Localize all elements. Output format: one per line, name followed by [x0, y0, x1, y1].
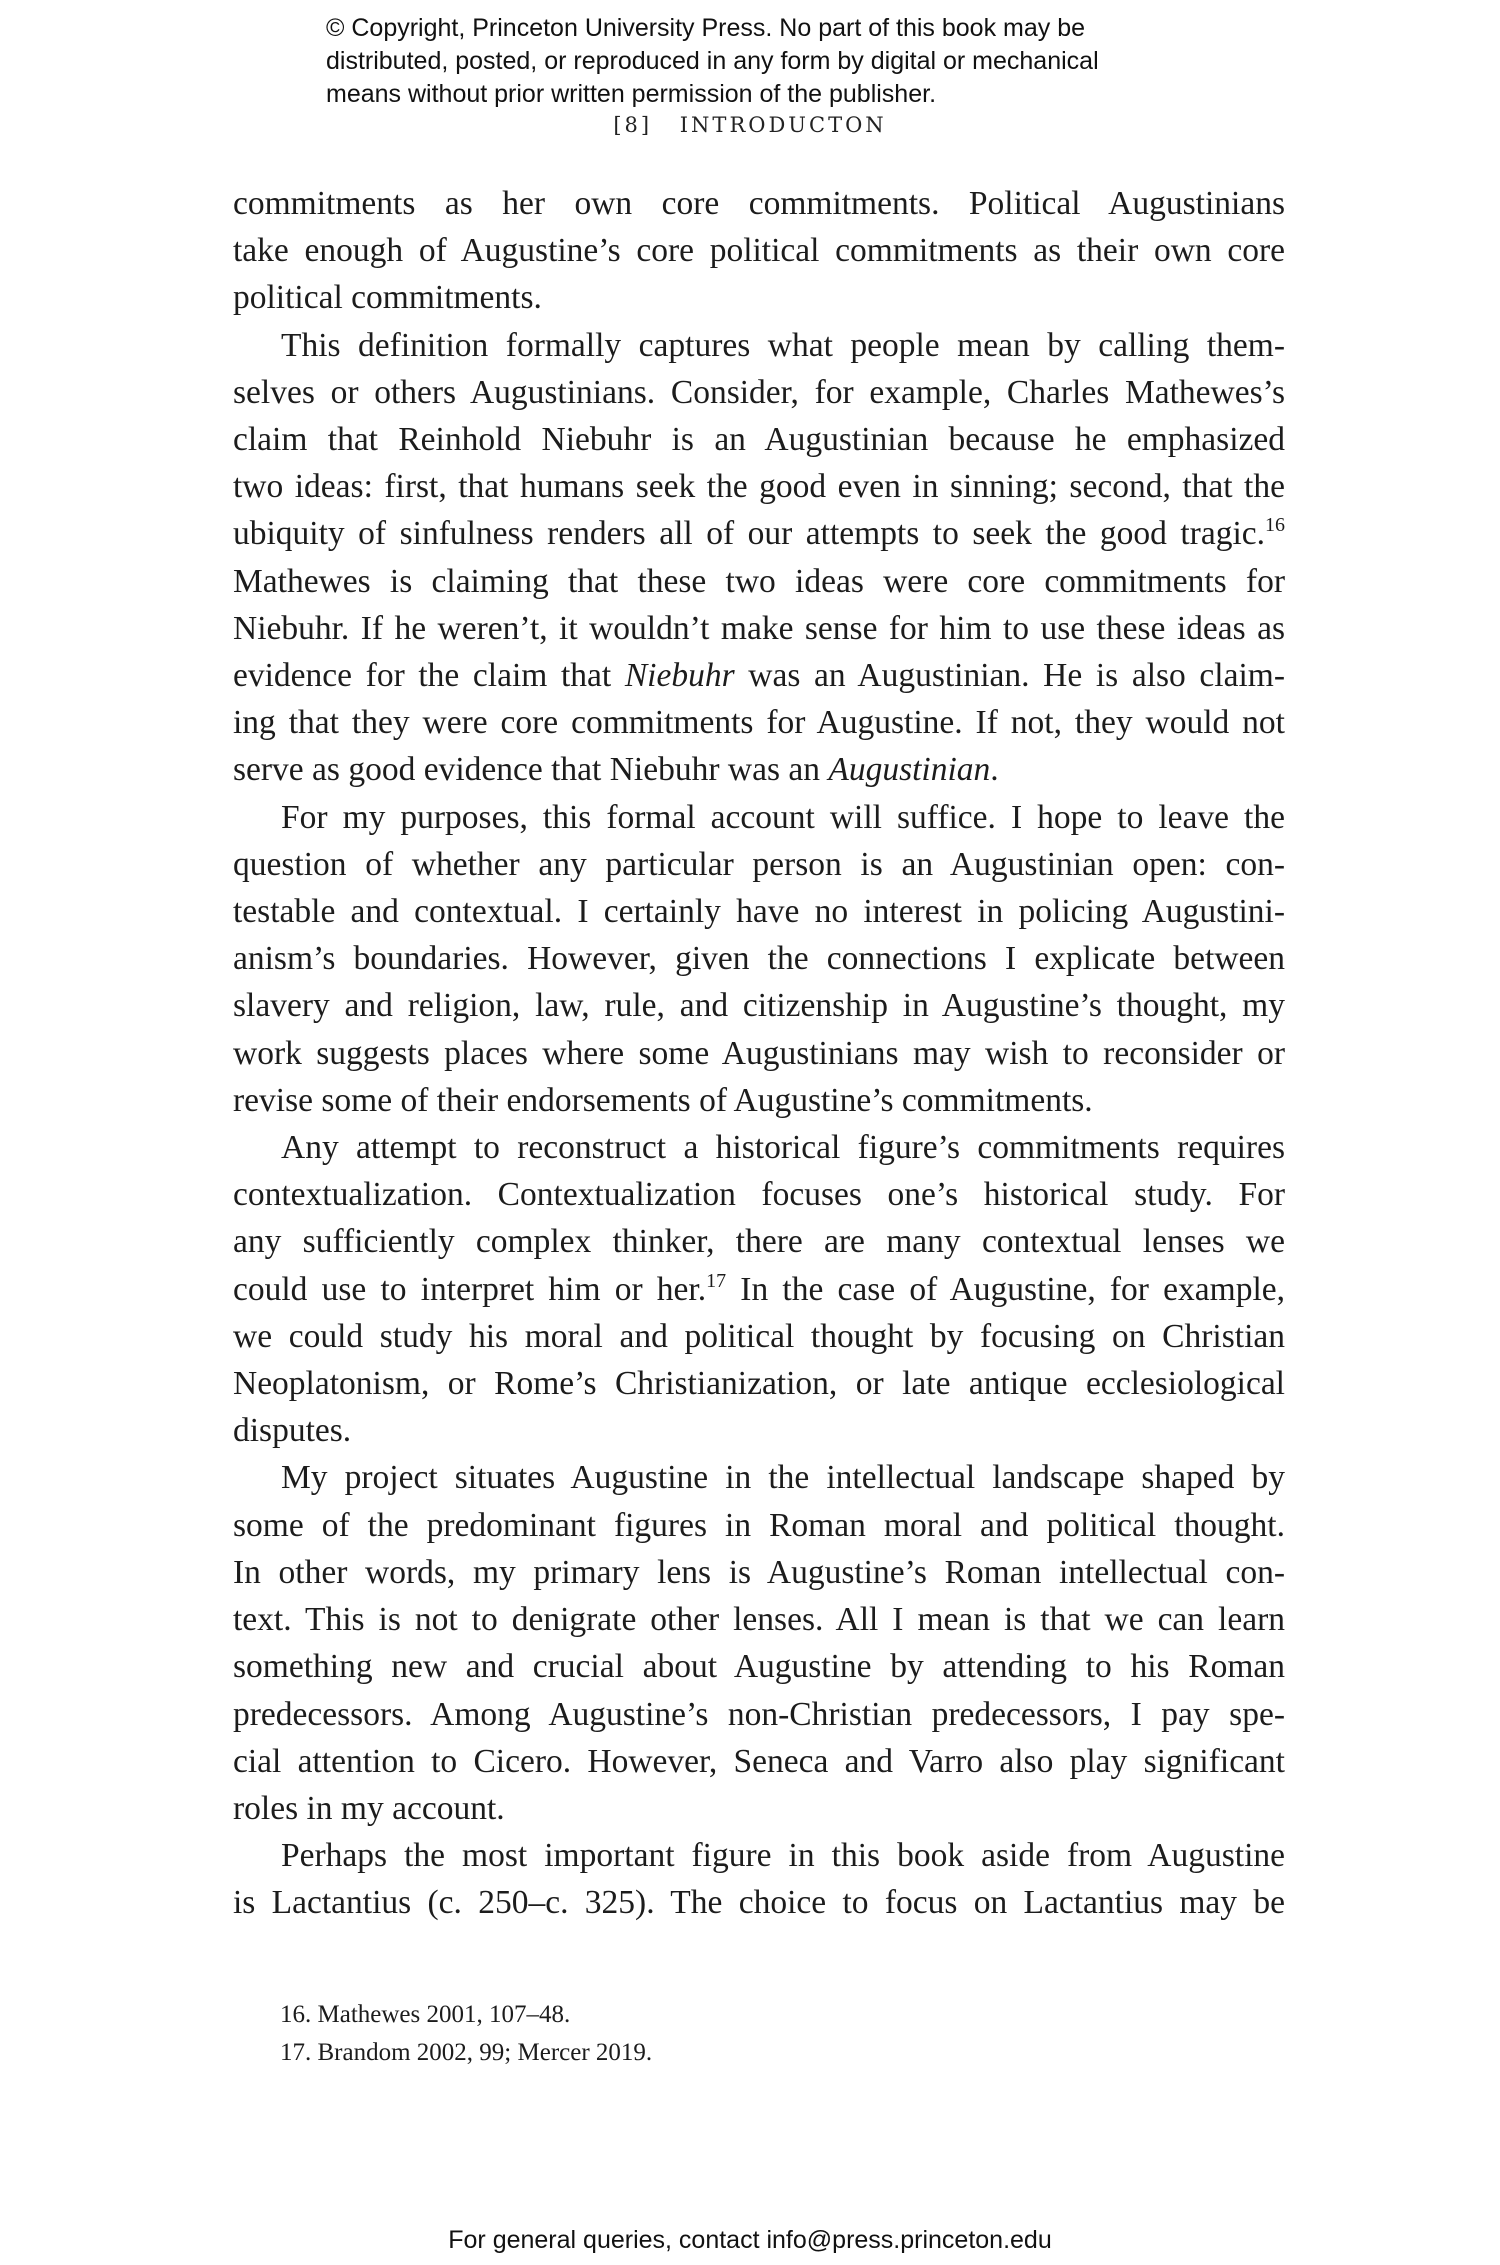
copyright-line: distributed, posted, or reproduced in any form by digital or mechanical — [326, 47, 1099, 75]
text-line: Any attempt to reconstruct a historical figure’s commitments requires — [281, 1129, 1285, 1167]
text-line: slavery and religion, law, rule, and citizenship in Augustine’s thought, my — [233, 987, 1285, 1025]
text-line: For my purposes, this formal account will suffice. I hope to leave the — [281, 798, 1285, 836]
italic-term: Augustinian — [828, 751, 991, 789]
chapter-title: INTRODUCTON — [679, 113, 887, 137]
text-segment: . — [990, 751, 999, 789]
page-number: [8] — [613, 113, 653, 137]
text-line: political commitments. — [233, 279, 542, 317]
text-line: roles in my account. — [233, 1789, 505, 1827]
text-line: take enough of Augustine’s core political commitments as their own core — [233, 232, 1285, 270]
text-line: contextualization. Contextualization focuses one’s historical study. For — [233, 1176, 1285, 1214]
text-line: any sufficiently complex thinker, there are many contextual lenses we — [233, 1223, 1285, 1261]
text-line: question of whether any particular person is an Augustinian open: con- — [233, 845, 1285, 883]
text-segment: In the case of Augustine, for example, — [726, 1270, 1286, 1308]
running-head — [0, 113, 1500, 137]
text-line: is Lactantius (c. 250–c. 325). The choice to focus on Lactantius may be — [233, 1884, 1285, 1922]
footnote-marker: 16 — [1265, 514, 1285, 537]
italic-term: Niebuhr — [624, 657, 735, 695]
text-line: something new and crucial about Augustine by attending to his Roman — [233, 1648, 1285, 1686]
text-line: some of the predominant figures in Roman moral and political thought. — [233, 1506, 1285, 1544]
paragraph — [233, 180, 1285, 322]
text-line: work suggests places where some Augustinians may wish to reconsider or — [233, 1034, 1285, 1072]
text-line: This definition formally captures what people mean by calling them- — [281, 326, 1285, 364]
footnote: 16. Mathewes 2001, 107–48. — [280, 2001, 571, 2028]
text-line — [233, 1266, 1285, 1313]
paragraph — [233, 1124, 1285, 1454]
text-line — [233, 746, 1285, 793]
text-line: claim that Reinhold Niebuhr is an Augustinian because he emphasized — [233, 421, 1285, 459]
text-line: Mathewes is claiming that these two ideas were core commitments for — [233, 562, 1285, 600]
copyright-line: means without prior written permission of the publisher. — [326, 80, 937, 108]
text-line: testable and contextual. I certainly have no interest in policing Augustini- — [233, 893, 1285, 931]
paragraph — [233, 322, 1285, 794]
paragraph — [233, 794, 1285, 1124]
text-line — [233, 510, 1285, 557]
text-line: ing that they were core commitments for Augustine. If not, they would not — [233, 704, 1285, 742]
footnote: 17. Brandom 2002, 99; Mercer 2019. — [280, 2039, 653, 2066]
text-line: text. This is not to denigrate other lenses. All I mean is that we can learn — [233, 1601, 1285, 1639]
text-line: revise some of their endorsements of Augustine’s commitments. — [233, 1081, 1093, 1119]
text-line: two ideas: first, that humans seek the good even in sinning; second, that the — [233, 468, 1285, 506]
copyright-notice — [326, 12, 1226, 111]
text-line: predecessors. Among Augustine’s non-Christian predecessors, I pay spe- — [233, 1695, 1285, 1733]
text-segment: could use to interpret him or her. — [233, 1270, 707, 1308]
text-line: we could study his moral and political thought by focusing on Christian — [233, 1317, 1285, 1355]
text-line: commitments as her own core commitments. Political Augustinians — [233, 185, 1285, 222]
paragraph — [233, 1832, 1285, 1926]
footnote-marker: 17 — [706, 1269, 727, 1292]
text-line: Niebuhr. If he weren’t, it wouldn’t make sense for him to use these ideas as — [233, 609, 1285, 647]
text-segment: evidence for the claim that — [233, 657, 625, 695]
text-line: disputes. — [233, 1412, 352, 1450]
text-line: anism’s boundaries. However, given the connections I explicate between — [233, 940, 1285, 978]
text-line: My project situates Augustine in the intellectual landscape shaped by — [281, 1459, 1285, 1497]
text-line: In other words, my primary lens is Augustine’s Roman intellectual con- — [233, 1553, 1285, 1591]
text-line — [233, 652, 1285, 699]
paragraph — [233, 1454, 1285, 1832]
footnotes — [280, 1996, 652, 2072]
copyright-line: © Copyright, Princeton University Press. No part of this book may be — [326, 14, 1086, 42]
footer-contact: For general queries, contact info@press.princeton.edu — [448, 2226, 1052, 2254]
text-line: Neoplatonism, or Rome’s Christianization, or late antique ecclesiological — [233, 1365, 1285, 1403]
text-segment: serve as good evidence that Niebuhr was an — [233, 751, 829, 789]
text-line: Perhaps the most important figure in this book aside from Augustine — [281, 1837, 1285, 1875]
text-line: cial attention to Cicero. However, Seneca and Varro also play significant — [233, 1742, 1285, 1780]
text-segment: ubiquity of sinfulness renders all of our attempts to seek the good tragic. — [233, 515, 1265, 553]
main-text — [233, 180, 1285, 1927]
text-segment: was an Augustinian. He is also claim- — [734, 657, 1286, 695]
text-line: selves or others Augustinians. Consider, for example, Charles Mathewes’s — [233, 373, 1285, 411]
